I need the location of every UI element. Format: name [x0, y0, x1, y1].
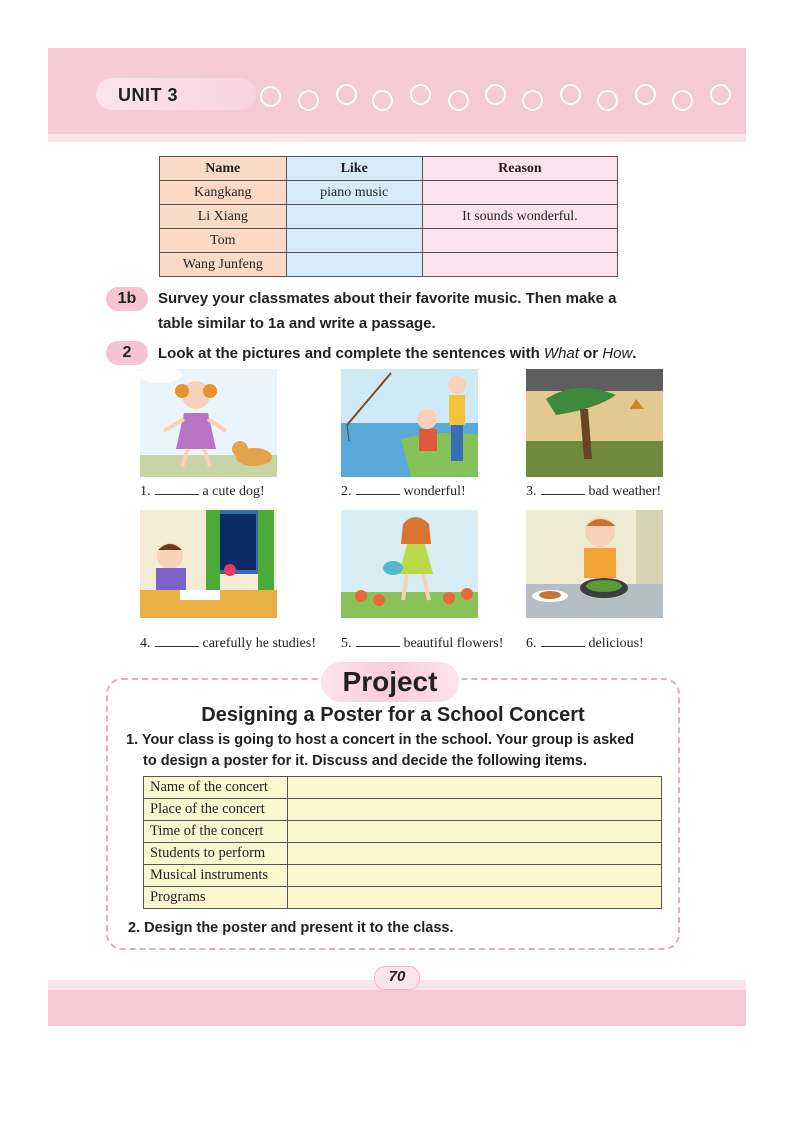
item-number: 6. [526, 636, 537, 651]
table-cell: Tom [160, 229, 287, 253]
table-row [144, 865, 662, 887]
circle-decoration [522, 90, 543, 111]
task-2-instruction [158, 341, 636, 366]
table-cell: Li Xiang [160, 205, 287, 229]
picture-fishing [341, 369, 478, 477]
table-cell[interactable]: It sounds wonderful. [422, 205, 617, 229]
task-1b-line1: Survey your classmates about their favorite music. Then make a [158, 290, 617, 307]
table-cell: Wang Junfeng [160, 253, 287, 277]
row-label: Name of the concert [144, 777, 288, 799]
project-step1-line1: 1. Your class is going to host a concert in the school. Your group is asked [126, 732, 635, 748]
column-header: Reason [422, 157, 617, 181]
table-row [144, 777, 662, 799]
picture-cooking [526, 510, 663, 618]
table-row [160, 253, 618, 277]
item-text: a cute dog! [202, 484, 265, 499]
circle-decoration [710, 84, 731, 105]
task-1b-line2: table similar to 1a and write a passage. [158, 315, 436, 332]
answer-cell[interactable] [288, 821, 662, 843]
answer-blank[interactable] [155, 483, 199, 495]
table-row [144, 799, 662, 821]
answer-cell[interactable] [288, 865, 662, 887]
project-table [143, 776, 662, 909]
project-step2: 2. Design the poster and present it to the class. [128, 920, 454, 936]
table-cell[interactable] [286, 253, 422, 277]
table-cell[interactable]: piano music [286, 181, 422, 205]
item-number: 4. [140, 636, 151, 651]
caption-2 [341, 483, 466, 500]
answer-cell[interactable] [288, 799, 662, 821]
answer-cell[interactable] [288, 777, 662, 799]
circle-decoration [635, 84, 656, 105]
item-text: wonderful! [403, 484, 466, 499]
header-stripe [48, 134, 746, 142]
table-row [160, 229, 618, 253]
row-label: Musical instruments [144, 865, 288, 887]
answer-blank[interactable] [155, 635, 199, 647]
word-how: How [602, 345, 633, 362]
picture-girl-dog [140, 369, 277, 477]
row-label: Programs [144, 887, 288, 909]
answer-cell[interactable] [288, 887, 662, 909]
project-subtitle: Designing a Poster for a School Concert [201, 704, 585, 726]
table-header-row [160, 157, 618, 181]
item-number: 1. [140, 484, 151, 499]
table-cell[interactable] [422, 253, 617, 277]
table-cell[interactable] [422, 229, 617, 253]
row-label: Students to perform [144, 843, 288, 865]
caption-3 [526, 483, 661, 500]
instruction-text: Look at the pictures and complete the sentences with [158, 345, 544, 362]
circle-decoration [298, 90, 319, 111]
project-title: Project [342, 666, 438, 697]
caption-5 [341, 635, 503, 652]
caption-6 [526, 635, 644, 652]
caption-1 [140, 483, 265, 500]
table-cell: Kangkang [160, 181, 287, 205]
task-1b-badge: 1b [106, 287, 148, 311]
item-text: delicious! [588, 636, 644, 651]
project-step1-line2: to design a poster for it. Discuss and decide the following items. [143, 753, 587, 769]
page-number: 70 [388, 968, 406, 985]
item-number: 5. [341, 636, 352, 651]
item-text: bad weather! [588, 484, 662, 499]
task-2-badge: 2 [106, 341, 148, 365]
circle-decoration [410, 84, 431, 105]
table-row [160, 205, 618, 229]
circle-decoration [560, 84, 581, 105]
period: . [632, 345, 637, 362]
footer-band [48, 990, 746, 1026]
row-label: Time of the concert [144, 821, 288, 843]
circle-decoration [372, 90, 393, 111]
textbook-page [48, 48, 746, 1026]
item-number: 2. [341, 484, 352, 499]
circle-decoration [448, 90, 469, 111]
picture-studying [140, 510, 277, 618]
caption-4 [140, 635, 316, 652]
survey-table [159, 156, 618, 277]
table-row [160, 181, 618, 205]
row-label: Place of the concert [144, 799, 288, 821]
column-header: Like [286, 157, 422, 181]
table-row [144, 843, 662, 865]
picture-bad-weather [526, 369, 663, 477]
table-cell[interactable] [422, 181, 617, 205]
table-row [144, 821, 662, 843]
answer-blank[interactable] [541, 635, 585, 647]
item-text: carefully he studies! [202, 636, 317, 651]
item-text: beautiful flowers! [403, 636, 504, 651]
circle-decoration [672, 90, 693, 111]
item-number: 3. [526, 484, 537, 499]
column-header: Name [160, 157, 287, 181]
table-row [144, 887, 662, 909]
circle-decoration [260, 86, 281, 107]
answer-blank[interactable] [356, 483, 400, 495]
word-or: or [578, 345, 603, 362]
answer-blank[interactable] [541, 483, 585, 495]
circle-decoration [597, 90, 618, 111]
table-cell[interactable] [286, 229, 422, 253]
answer-cell[interactable] [288, 843, 662, 865]
unit-label: UNIT 3 [118, 85, 179, 105]
circle-decoration [485, 84, 506, 105]
picture-flowers [341, 510, 478, 618]
table-cell[interactable] [286, 205, 422, 229]
word-what: What [543, 345, 579, 362]
answer-blank[interactable] [356, 635, 400, 647]
circle-decoration [336, 84, 357, 105]
